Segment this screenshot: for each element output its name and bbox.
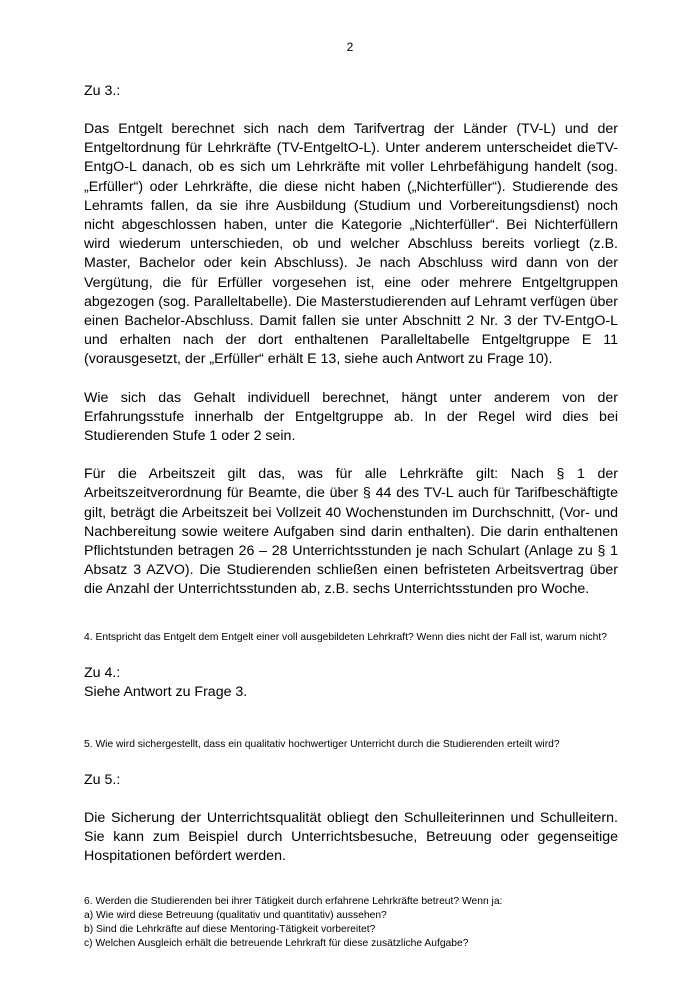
answer-5-text: Die Sicherung der Unterrichtsqualität obliegt den Schulleiterinnen und Schulleitern. Sie kann zum Beispiel durch Unterrichtsbesuche, Betreuung oder gegenseitige Hospitationen befördert werden. [84, 809, 618, 865]
answer-3-paragraph-experience-level: Wie sich das Gehalt individuell berechnet, hängt unter anderem von der Erfahrungsstufe innerhalb der Entgeltgruppe ab. In der Regel wird dies bei Studierenden Stufe 1 oder 2 sein. [84, 389, 618, 445]
answer-4-heading: Zu 4.: [84, 664, 121, 681]
question-6-part-b: b) Sind die Lehrkräfte auf diese Mentoring-Tätigkeit vorbereitet? [84, 924, 376, 936]
question-6 [84, 895, 618, 951]
question-4: 4. Entspricht das Entgelt dem Entgelt einer voll ausgebildeten Lehrkraft? Wenn dies nicht der Fall ist, warum nicht? [84, 631, 607, 643]
answer-3-paragraph-working-time: Für die Arbeitszeit gilt das, was für alle Lehrkräfte gilt: Nach § 1 der Arbeitszeitverordnung für Beamte, die über § 44 des TV-L auch für Tarifbeschäftigte gilt, beträgt die Arbeitszeit bei Vollzeit 40 Wochenstunden im Durchschnitt, (Vor- und Nachbereitung sowie weitere Aufgaben sind darin enthalten). Die darin enthaltenen Pflichtstunden betragen 26 – 28 Unterrichtsstunden je nach Schulart (Anlage zu § 1 Absatz 3 AZVO). Die Studierenden schließen einen befristeten Arbeitsvertrag über die Anzahl der Unterrichtsstunden ab, z.B. sechs Unterrichtsstunden pro Woche. [84, 466, 618, 598]
document-body [84, 82, 618, 951]
answer-3-paragraph-salary: Das Entgelt berechnet sich nach dem Tarifvertrag der Länder (TV-L) und der Entgeltordnung für Lehrkräfte (TV-EntgeltO-L). Unter anderem unterscheidet dieTV-EntgO-L danach, ob es sich um Lehrkräfte mit voller Lehrbefähigung handelt (sog. „Erfüller“) oder Lehrkräfte, die diese nicht haben („Nichterfüller“). Studierende des Lehramts fallen, da sie ihre Ausbildung (Studium und Vorbereitungsdienst) noch nicht abgeschlossen haben, unter die Kategorie „Nichterfüller“. Bei Nichterfüllern wird wiederum unterschieden, ob und welcher Abschluss bereits vorliegt (z.B. Master, Bachelor oder kein Abschluss). Je nach Abschluss wird dann von der Vergütung, die für Erfüller vorgesehen ist, eine oder mehrere Entgeltgruppen abgezogen (sog. Paralleltabelle). Die Masterstudierenden auf Lehramt verfügen über einen Bachelor-Abschluss. Damit fallen sie unter Abschnitt 2 Nr. 3 der TV-EntgO-L und erhalten nach der dort enthaltenen Paralleltabelle Entgeltgruppe E 11 (vorausgesetzt, der „Erfüller“ erhält E 13, siehe auch Antwort zu Frage 10). [84, 121, 618, 368]
answer-4-text: Siehe Antwort zu Frage 3. [84, 683, 248, 700]
question-5: 5. Wie wird sichergestellt, dass ein qualitativ hochwertiger Unterricht durch die Studierenden erteilt wird? [84, 738, 560, 750]
answer-3-heading: Zu 3.: [84, 83, 121, 99]
answer-5-heading: Zu 5.: [84, 771, 121, 788]
question-6-part-c: c) Welchen Ausgleich erhält die betreuende Lehrkraft für diese zusätzliche Aufgabe? [84, 938, 469, 950]
question-6-part-a: a) Wie wird diese Betreuung (qualitativ und quantitativ) aussehen? [84, 910, 387, 922]
page-number: 2 [346, 40, 354, 54]
question-6-intro: 6. Werden die Studierenden bei ihrer Tätigkeit durch erfahrene Lehrkräfte betreut? Wenn ja: [84, 896, 503, 908]
